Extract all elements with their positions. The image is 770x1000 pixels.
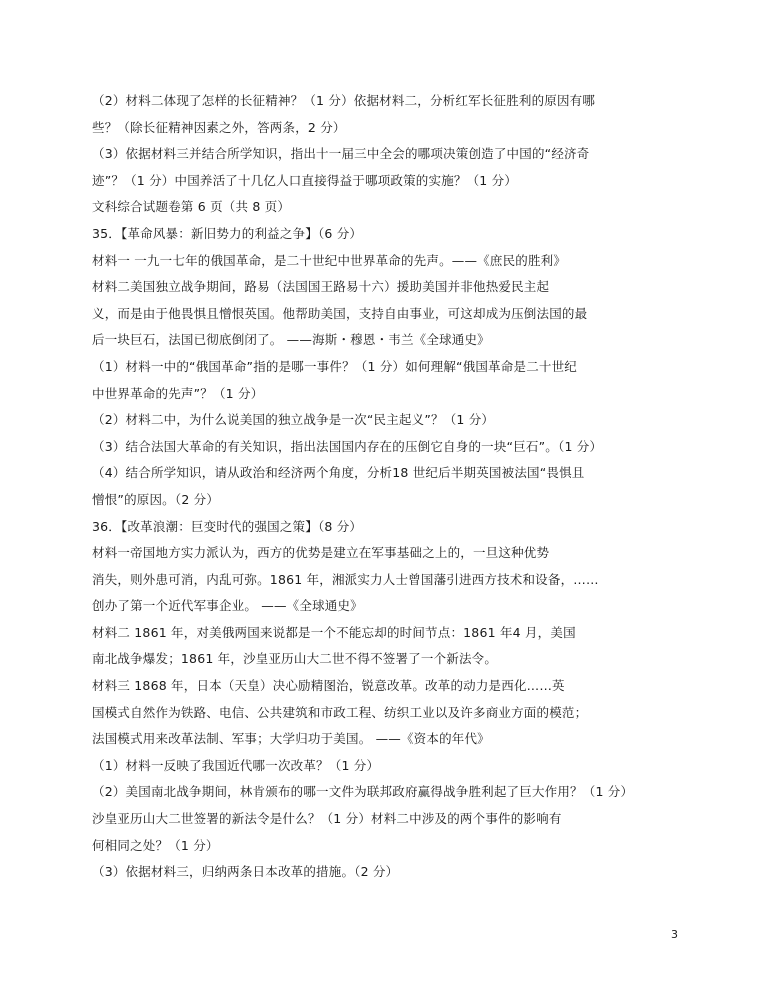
text-line: 沙皇亚历山大二世签署的新法令是什么？（1 分）材料二中涉及的两个事件的影响有 [92, 811, 562, 827]
text-line: （4）结合所学知识，请从政治和经济两个角度，分析18 世纪后半期英国被法国“畏惧且 [92, 465, 585, 481]
text-line: 文科综合试题卷第 6 页（共 8 页） [92, 199, 291, 215]
text-line: 材料一帝国地方实力派认为，西方的优势是建立在军事基础之上的，一旦这种优势 [92, 545, 550, 561]
text-line: 后一块巨石，法国已彻底倒闭了。 ——海斯・穆恩・韦兰《全球通史》 [92, 332, 490, 348]
text-line: 创办了第一个近代军事企业。 ——《全球通史》 [92, 598, 363, 614]
document-body [92, 88, 712, 886]
text-line: 国模式自然作为铁路、电信、公共建筑和市政工程、纺织工业以及许多商业方面的模范； [92, 704, 588, 720]
question-heading: 35．【革命风暴：新旧势力的利益之争】（6 分） [92, 225, 363, 241]
text-line: 材料二 1861 年，对美俄两国来说都是一个不能忘却的时间节点：1861 年4 月，美国 [92, 624, 576, 640]
text-line: 消失，则外患可消，内乱可弥。1861 年，湘派实力人士曾国藩引进西方技术和设备，…… [92, 571, 599, 587]
text-line: 义，而是由于他畏惧且憎恨英国。他帮助美国，支持自由事业，可这却成为压倒法国的最 [92, 305, 588, 321]
text-line: 材料一 一九一七年的俄国革命，是二十世纪中世界革命的先声。——《庶民的胜利》 [92, 252, 567, 268]
text-line: 憎恨”的原因。（2 分） [92, 491, 220, 507]
text-line: （3）依据材料三并结合所学知识，指出十一届三中全会的哪项决策创造了中国的“经济奇 [92, 146, 590, 162]
text-line: 些？（除长征精神因素之外，答两条，2 分） [92, 119, 346, 135]
text-line: （1）材料一反映了我国近代哪一次改革？（1 分） [92, 757, 380, 773]
text-line: 中世界革命的先声”？（1 分） [92, 385, 264, 401]
question-heading: 36．【改革浪潮：巨变时代的强国之策】（8 分） [92, 518, 363, 534]
text-line: （3）依据材料三，归纳两条日本改革的措施。（2 分） [92, 864, 399, 880]
text-line: 南北战争爆发；1861 年，沙皇亚历山大二世不得不签署了一个新法令。 [92, 651, 498, 667]
text-line: 何相同之处？（1 分） [92, 837, 219, 853]
text-line: （3）结合法国大革命的有关知识，指出法国国内存在的压倒它自身的一块“巨石”。（1 分） [92, 438, 603, 454]
page-number: 3 [671, 928, 678, 941]
text-line: （2）美国南北战争期间，林肯颁布的哪一文件为联邦政府赢得战争胜利起了巨大作用？（1 分） [92, 784, 634, 800]
text-line: （1）材料一中的“俄国革命”指的是哪一事件？（1 分）如何理解“俄国革命是二十世纪 [92, 358, 578, 374]
text-line: 材料三 1868 年，日本（天皇）决心励精图治，锐意改革。改革的动力是西化……英 [92, 678, 565, 694]
text-line: （2）材料二体现了怎样的长征精神？（1 分）依据材料二，分析红军长征胜利的原因有哪 [92, 93, 596, 108]
text-line: （2）材料二中，为什么说美国的独立战争是一次“民主起义”？（1 分） [92, 412, 495, 428]
text-line: 法国模式用来改革法制、军事；大学归功于美国。 ——《资本的年代》 [92, 731, 490, 747]
text-line: 迹”？（1 分）中国养活了十几亿人口直接得益于哪项政策的实施？（1 分） [92, 172, 518, 188]
text-line: 材料二美国独立战争期间，路易（法国国王路易十六）援助美国并非他热爱民主起 [92, 279, 550, 295]
